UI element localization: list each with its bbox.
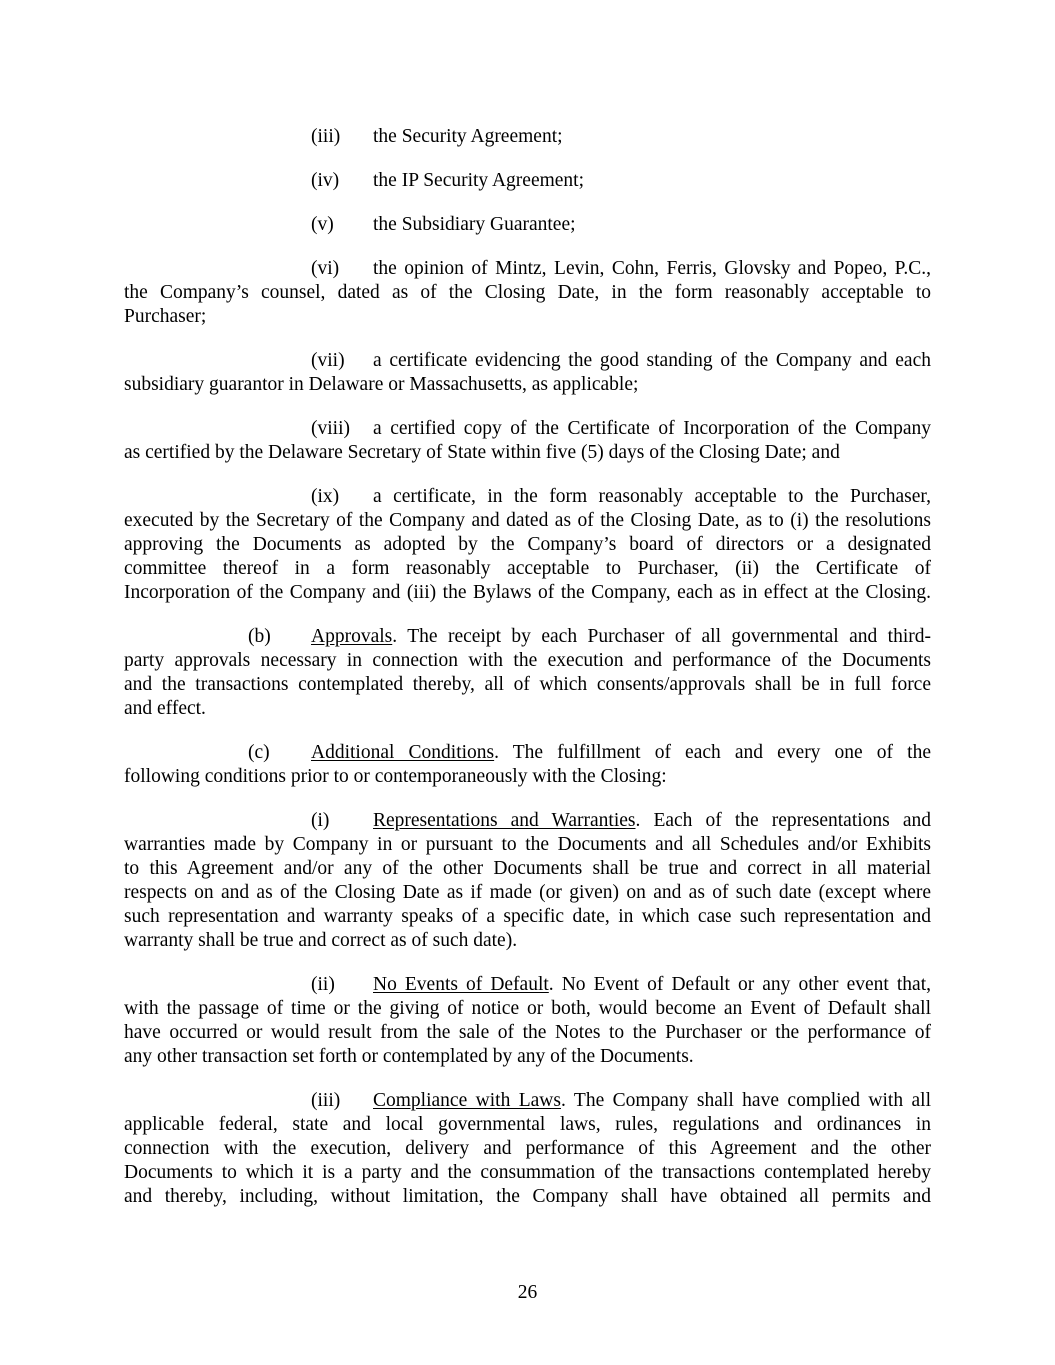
clause-lead-text: a certificate, in the form reasonably acceptable to the Purchaser, — [373, 486, 931, 507]
clause-number: (viii) — [311, 418, 350, 439]
clause-lead-text: a certificate evidencing the good standing of the Company and each — [373, 350, 931, 371]
clause-line: approving the Documents as adopted by the Company’s board of directors or a designated — [124, 534, 931, 555]
clause-line: subsidiary guarantor in Delaware or Massachusetts, as applicable; — [124, 374, 639, 395]
clause-number: (v) — [311, 214, 334, 235]
clause-line: committee thereof in a form reasonably acceptable to Purchaser, (ii) the Certificate of — [124, 558, 931, 579]
clause-text: the Security Agreement; — [373, 126, 563, 147]
condition-heading: Representations and Warranties — [373, 810, 636, 831]
condition-ii-no-events-of-default — [124, 973, 931, 1069]
condition-lead-rest: . Each of the representations and — [635, 810, 931, 831]
clause-v-subsidiary-guarantee — [124, 213, 931, 237]
section-lead-text — [311, 741, 931, 765]
condition-line: warranty shall be true and correct as of such date). — [124, 930, 518, 951]
condition-lead-rest: . The Company shall have complied with all — [560, 1090, 931, 1111]
condition-number: (ii) — [311, 974, 335, 995]
condition-lead-text — [373, 1089, 931, 1113]
condition-line: warranties made by Company in or pursuant to the Documents and all Schedules and/or Exhibits — [124, 834, 931, 855]
clause-number: (iii) — [311, 126, 341, 147]
clause-line: Purchaser; — [124, 306, 207, 327]
clause-line: as certified by the Delaware Secretary of State within five (5) days of the Closing Date; and — [124, 442, 840, 463]
clause-text: the Subsidiary Guarantee; — [373, 214, 576, 235]
clause-iii-security-agreement — [124, 125, 931, 149]
section-line: party approvals necessary in connection with the execution and performance of the Documents — [124, 650, 931, 671]
condition-line: such representation and warranty speaks of a specific date, in which case such representation and — [124, 906, 931, 927]
section-lead-text — [311, 625, 931, 649]
clause-vii-good-standing — [124, 349, 931, 397]
section-heading: Additional Conditions — [311, 742, 495, 763]
condition-lead-text — [373, 809, 931, 833]
condition-line: have occurred or would result from the sale of the Notes to the Purchaser or the performance of — [124, 1022, 931, 1043]
condition-line: and thereby, including, without limitation, the Company shall have obtained all permits and — [124, 1186, 931, 1207]
condition-number: (i) — [311, 810, 330, 831]
clause-line: Incorporation of the Company and (iii) the Bylaws of the Company, each as in effect at the Closing. — [124, 582, 931, 603]
clause-lead-text: the opinion of Mintz, Levin, Cohn, Ferris, Glovsky and Popeo, P.C., — [373, 258, 931, 279]
condition-iii-compliance-with-laws — [124, 1089, 931, 1209]
condition-line: applicable federal, state and local governmental laws, rules, regulations and ordinances in — [124, 1114, 931, 1135]
condition-line: to this Agreement and/or any of the other Documents shall be true and correct in all material — [124, 858, 931, 879]
condition-i-representations-warranties — [124, 809, 931, 953]
clause-iv-ip-security-agreement — [124, 169, 931, 193]
condition-line: respects on and as of the Closing Date as if made (or given) on and as of such date (except where — [124, 882, 931, 903]
section-line: and the transactions contemplated thereby, all of which consents/approvals shall be in full force — [124, 674, 931, 695]
condition-heading: Compliance with Laws — [373, 1090, 561, 1111]
section-heading: Approvals — [311, 626, 393, 647]
condition-line: any other transaction set forth or contemplated by any of the Documents. — [124, 1046, 694, 1067]
clause-line: the Company’s counsel, dated as of the Closing Date, in the form reasonably acceptable to — [124, 282, 931, 303]
condition-line: Documents to which it is a party and the consummation of the transactions contemplated hereby — [124, 1162, 931, 1183]
document-body — [124, 125, 931, 1229]
clause-viii-certificate-of-incorporation — [124, 417, 931, 465]
section-b-approvals — [124, 625, 931, 721]
condition-lead-rest: . No Event of Default or any other event that, — [548, 974, 932, 995]
section-c-additional-conditions — [124, 741, 931, 789]
condition-line: with the passage of time or the giving of notice or both, would become an Event of Default shall — [124, 998, 931, 1019]
condition-number: (iii) — [311, 1090, 341, 1111]
section-lead-rest: . The fulfillment of each and every one of the — [494, 742, 931, 763]
clause-line: executed by the Secretary of the Company and dated as of the Closing Date, as to (i) the resolutions — [124, 510, 931, 531]
clause-ix-secretary-certificate — [124, 485, 931, 605]
condition-lead-text — [373, 973, 931, 997]
condition-line: connection with the execution, delivery and performance of this Agreement and the other — [124, 1138, 931, 1159]
section-line: and effect. — [124, 698, 206, 719]
section-number: (b) — [248, 626, 271, 647]
section-lead-rest: . The receipt by each Purchaser of all governmental and third- — [392, 626, 931, 647]
clause-vi-opinion — [124, 257, 931, 329]
section-line: following conditions prior to or contemporaneously with the Closing: — [124, 766, 667, 787]
clause-number: (vi) — [311, 258, 340, 279]
condition-heading: No Events of Default — [373, 974, 549, 995]
page-number: 26 — [517, 1282, 538, 1303]
clause-lead-text: a certified copy of the Certificate of Incorporation of the Company — [373, 418, 931, 439]
section-number: (c) — [248, 742, 270, 763]
clause-number: (iv) — [311, 170, 340, 191]
clause-number: (vii) — [311, 350, 345, 371]
clause-text: the IP Security Agreement; — [373, 170, 585, 191]
clause-number: (ix) — [311, 486, 340, 507]
